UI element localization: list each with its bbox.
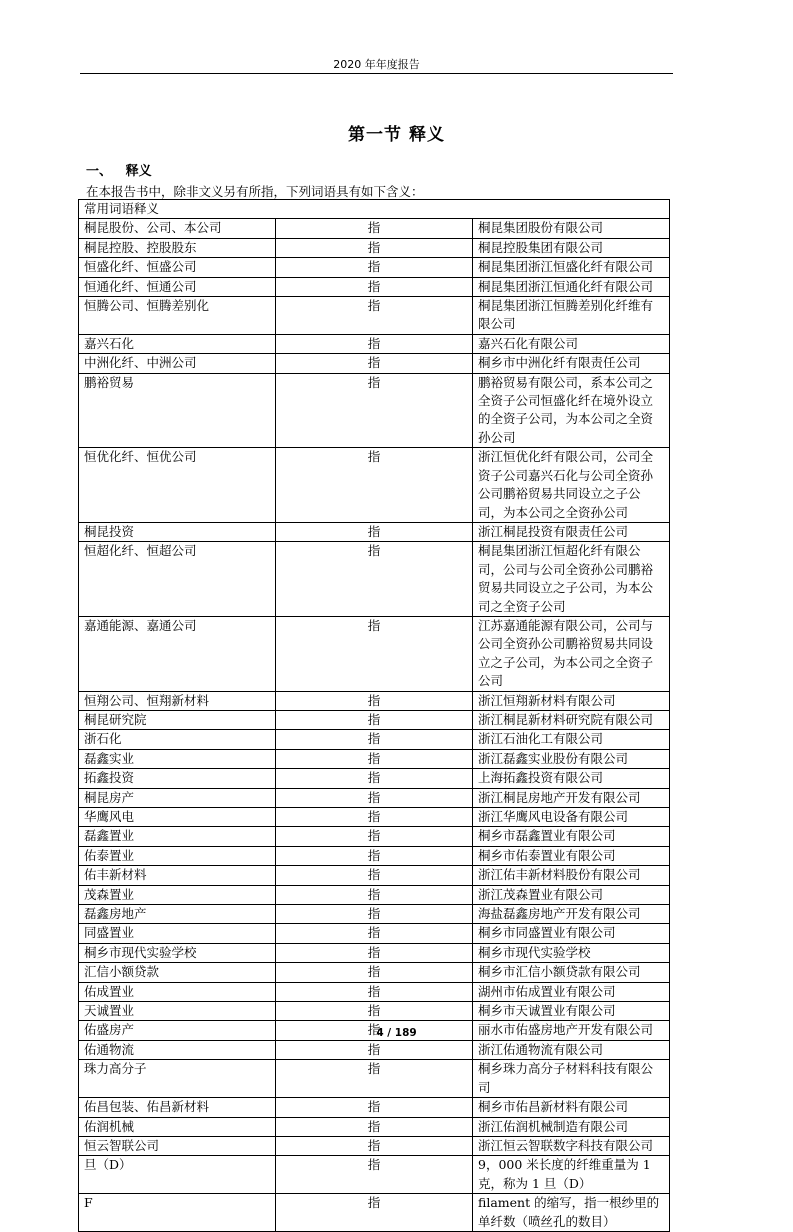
- table-row: [79, 943, 670, 962]
- definition-cell: 桐乡市天诚置业有限公司: [473, 1002, 670, 1021]
- definition-cell: 浙江佑润机械制造有限公司: [473, 1117, 670, 1136]
- definition-cell: 海盐磊鑫房地产开发有限公司: [473, 905, 670, 924]
- ref-cell: 指: [276, 277, 473, 296]
- table-row: [79, 1040, 670, 1059]
- ref-cell: 指: [276, 238, 473, 257]
- term-cell: 同盛置业: [79, 924, 276, 943]
- definition-cell: 桐乡市中洲化纤有限责任公司: [473, 354, 670, 373]
- table-row: [79, 905, 670, 924]
- ref-cell: 指: [276, 808, 473, 827]
- table-caption-row: [79, 200, 670, 219]
- definition-cell: 浙江恒翔新材料有限公司: [473, 691, 670, 710]
- ref-cell: 指: [276, 1117, 473, 1136]
- table-row: [79, 1117, 670, 1136]
- ref-cell: 指: [276, 258, 473, 277]
- definition-cell: 浙江佑丰新材料股份有限公司: [473, 866, 670, 885]
- table-row: [79, 788, 670, 807]
- ref-cell: 指: [276, 373, 473, 448]
- definition-cell: filament 的缩写，指一根纱里的单纤数（喷丝孔的数目）: [473, 1194, 670, 1232]
- term-cell: 嘉通能源、嘉通公司: [79, 616, 276, 691]
- ref-cell: 指: [276, 1002, 473, 1021]
- section-title: 释义: [125, 164, 152, 179]
- definition-cell: 浙江磊鑫实业股份有限公司: [473, 749, 670, 768]
- ref-cell: 指: [276, 448, 473, 523]
- table-row: [79, 808, 670, 827]
- table-row: [79, 1098, 670, 1117]
- table-row: [79, 297, 670, 335]
- term-cell: 佑泰置业: [79, 846, 276, 865]
- term-cell: 桐乡市现代实验学校: [79, 943, 276, 962]
- table-row: [79, 238, 670, 257]
- definition-cell: 桐昆集团浙江恒腾差别化纤维有限公司: [473, 297, 670, 335]
- page-header: 2020 年年度报告: [333, 58, 420, 71]
- definition-cell: 桐昆控股集团有限公司: [473, 238, 670, 257]
- ref-cell: 指: [276, 905, 473, 924]
- table-row: [79, 1136, 670, 1155]
- definition-cell: 丽水市佑盛房地产开发有限公司: [473, 1021, 670, 1040]
- ref-cell: 指: [276, 866, 473, 885]
- ref-cell: 指: [276, 730, 473, 749]
- section-number: 一、: [86, 164, 113, 179]
- table-row: [79, 258, 670, 277]
- table-row: [79, 963, 670, 982]
- table-row: [79, 1194, 670, 1232]
- definition-cell: 浙江桐昆投资有限责任公司: [473, 522, 670, 541]
- table-row: [79, 749, 670, 768]
- ref-cell: 指: [276, 963, 473, 982]
- ref-cell: 指: [276, 1136, 473, 1155]
- table-row: [79, 1156, 670, 1194]
- table-row: [79, 373, 670, 448]
- ref-cell: 指: [276, 219, 473, 238]
- ref-cell: 指: [276, 297, 473, 335]
- definition-cell: 浙江桐昆房地产开发有限公司: [473, 788, 670, 807]
- definition-cell: 上海拓鑫投资有限公司: [473, 769, 670, 788]
- ref-cell: 指: [276, 354, 473, 373]
- ref-cell: 指: [276, 1194, 473, 1232]
- ref-cell: 指: [276, 522, 473, 541]
- ref-cell: 指: [276, 1156, 473, 1194]
- definition-cell: 9，000 米长度的纤维重量为 1 克，称为 1 旦（D）: [473, 1156, 670, 1194]
- table-row: [79, 522, 670, 541]
- table-row: [79, 354, 670, 373]
- term-cell: 佑润机械: [79, 1117, 276, 1136]
- term-cell: 恒通化纤、恒通公司: [79, 277, 276, 296]
- term-cell: 佑丰新材料: [79, 866, 276, 885]
- term-cell: 桐昆投资: [79, 522, 276, 541]
- table-row: [79, 691, 670, 710]
- term-cell: 鹏裕贸易: [79, 373, 276, 448]
- ref-cell: 指: [276, 749, 473, 768]
- table-caption: 常用词语释义: [79, 200, 670, 219]
- term-cell: 汇信小额贷款: [79, 963, 276, 982]
- ref-cell: 指: [276, 691, 473, 710]
- table-row: [79, 846, 670, 865]
- ref-cell: 指: [276, 1040, 473, 1059]
- definition-cell: 桐乡市佑泰置业有限公司: [473, 846, 670, 865]
- chapter-title: 第一节 释义: [348, 125, 445, 145]
- ref-cell: 指: [276, 982, 473, 1001]
- term-cell: 嘉兴石化: [79, 334, 276, 353]
- definition-cell: 浙江佑通物流有限公司: [473, 1040, 670, 1059]
- table-row: [79, 616, 670, 691]
- section-heading: [86, 160, 152, 179]
- term-cell: 桐昆房产: [79, 788, 276, 807]
- table-row: [79, 448, 670, 523]
- term-cell: 佑昌包装、佑昌新材料: [79, 1098, 276, 1117]
- definition-cell: 鹏裕贸易有限公司，系本公司之全资子公司恒盛化纤在境外设立的全资子公司，为本公司之全资孙公司: [473, 373, 670, 448]
- definition-cell: 浙江华鹰风电设备有限公司: [473, 808, 670, 827]
- definition-cell: 湖州市佑成置业有限公司: [473, 982, 670, 1001]
- term-cell: 佑盛房产: [79, 1021, 276, 1040]
- term-cell: 华鹰风电: [79, 808, 276, 827]
- table-row: [79, 1060, 670, 1098]
- definition-cell: 桐昆集团股份有限公司: [473, 219, 670, 238]
- ref-cell: 指: [276, 769, 473, 788]
- header-divider: [80, 73, 673, 74]
- glossary-table: [78, 199, 670, 1232]
- ref-cell: 指: [276, 788, 473, 807]
- term-cell: 恒翔公司、恒翔新材料: [79, 691, 276, 710]
- definition-cell: 江苏嘉通能源有限公司，公司与公司全资孙公司鹏裕贸易共同设立之子公司，为本公司之全资子公司: [473, 616, 670, 691]
- definition-cell: 浙江石油化工有限公司: [473, 730, 670, 749]
- ref-cell: 指: [276, 1060, 473, 1098]
- term-cell: 恒盛化纤、恒盛公司: [79, 258, 276, 277]
- term-cell: 佑通物流: [79, 1040, 276, 1059]
- term-cell: 桐昆股份、公司、本公司: [79, 219, 276, 238]
- term-cell: 桐昆研究院: [79, 710, 276, 729]
- table-row: [79, 827, 670, 846]
- term-cell: 恒云智联公司: [79, 1136, 276, 1155]
- term-cell: 中洲化纤、中洲公司: [79, 354, 276, 373]
- term-cell: 佑成置业: [79, 982, 276, 1001]
- table-row: [79, 769, 670, 788]
- term-cell: 旦（D）: [79, 1156, 276, 1194]
- page-number: 4 / 189: [376, 1027, 417, 1039]
- ref-cell: 指: [276, 542, 473, 617]
- term-cell: 天诚置业: [79, 1002, 276, 1021]
- definition-cell: 桐昆集团浙江恒通化纤有限公司: [473, 277, 670, 296]
- ref-cell: 指: [276, 1098, 473, 1117]
- term-cell: 恒超化纤、恒超公司: [79, 542, 276, 617]
- intro-text: 在本报告书中，除非文义另有所指，下列词语具有如下含义：: [86, 184, 424, 199]
- ref-cell: 指: [276, 924, 473, 943]
- term-cell: F: [79, 1194, 276, 1232]
- table-row: [79, 1002, 670, 1021]
- term-cell: 磊鑫实业: [79, 749, 276, 768]
- table-row: [79, 334, 670, 353]
- definition-cell: 桐乡市磊鑫置业有限公司: [473, 827, 670, 846]
- definition-cell: 桐乡市佑昌新材料有限公司: [473, 1098, 670, 1117]
- table-row: [79, 277, 670, 296]
- table-row: [79, 866, 670, 885]
- term-cell: 浙石化: [79, 730, 276, 749]
- ref-cell: 指: [276, 846, 473, 865]
- definition-cell: 桐乡市汇信小额贷款有限公司: [473, 963, 670, 982]
- term-cell: 拓鑫投资: [79, 769, 276, 788]
- ref-cell: 指: [276, 616, 473, 691]
- ref-cell: 指: [276, 1021, 473, 1040]
- ref-cell: 指: [276, 827, 473, 846]
- definition-cell: 浙江恒优化纤有限公司，公司全资子公司嘉兴石化与公司全资孙公司鹏裕贸易共同设立之子公司，为本公司之全资孙公司: [473, 448, 670, 523]
- term-cell: 茂森置业: [79, 885, 276, 904]
- definition-cell: 桐昆集团浙江恒超化纤有限公司，公司与公司全资孙公司鹏裕贸易共同设立之子公司，为本公司之全资子公司: [473, 542, 670, 617]
- definition-cell: 桐乡珠力高分子材料科技有限公司: [473, 1060, 670, 1098]
- table-row: [79, 542, 670, 617]
- term-cell: 桐昆控股、控股股东: [79, 238, 276, 257]
- term-cell: 恒优化纤、恒优公司: [79, 448, 276, 523]
- ref-cell: 指: [276, 710, 473, 729]
- term-cell: 磊鑫房地产: [79, 905, 276, 924]
- term-cell: 磊鑫置业: [79, 827, 276, 846]
- table-row: [79, 885, 670, 904]
- term-cell: 恒腾公司、恒腾差别化: [79, 297, 276, 335]
- table-row: [79, 710, 670, 729]
- table-row: [79, 219, 670, 238]
- table-row: [79, 924, 670, 943]
- definition-cell: 浙江茂森置业有限公司: [473, 885, 670, 904]
- table-row: [79, 982, 670, 1001]
- definition-cell: 浙江恒云智联数字科技有限公司: [473, 1136, 670, 1155]
- definition-cell: 嘉兴石化有限公司: [473, 334, 670, 353]
- definition-cell: 桐乡市同盛置业有限公司: [473, 924, 670, 943]
- ref-cell: 指: [276, 885, 473, 904]
- definition-cell: 桐乡市现代实验学校: [473, 943, 670, 962]
- term-cell: 珠力高分子: [79, 1060, 276, 1098]
- table-row: [79, 730, 670, 749]
- definition-cell: 浙江桐昆新材料研究院有限公司: [473, 710, 670, 729]
- definition-cell: 桐昆集团浙江恒盛化纤有限公司: [473, 258, 670, 277]
- ref-cell: 指: [276, 334, 473, 353]
- ref-cell: 指: [276, 943, 473, 962]
